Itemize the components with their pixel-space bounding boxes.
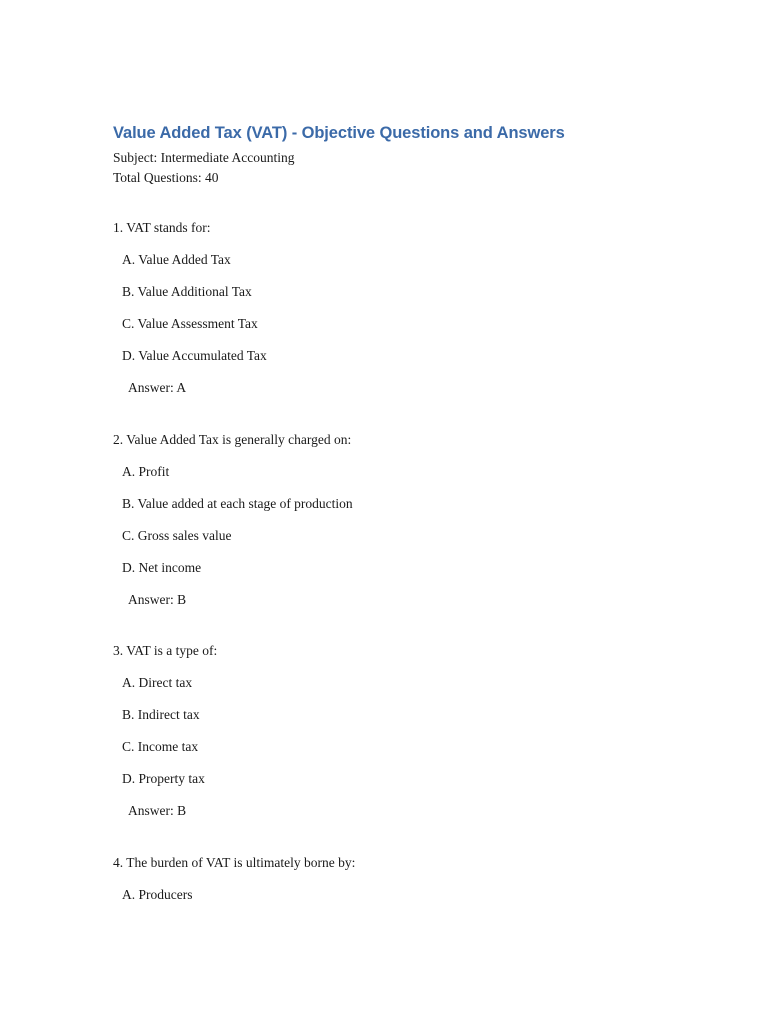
question-2-option-d: D. Net income (122, 560, 202, 575)
question-2-option-b: B. Value added at each stage of production (122, 496, 353, 511)
question-2-option-c: C. Gross sales value (122, 528, 232, 543)
question-1-option-d: D. Value Accumulated Tax (122, 348, 267, 363)
question-3-option-d: D. Property tax (122, 771, 205, 786)
question-3: 3. VAT is a type of: (113, 643, 218, 658)
question-3-answer: Answer: B (128, 803, 187, 818)
question-1-option-a: A. Value Added Tax (122, 252, 231, 267)
document-title: Value Added Tax (VAT) - Objective Questions and Answers (113, 124, 565, 142)
question-1: 1. VAT stands for: (113, 220, 211, 235)
subject-line: Subject: Intermediate Accounting (113, 150, 295, 165)
question-3-option-a: A. Direct tax (122, 675, 193, 690)
question-4-option-a: A. Producers (122, 887, 193, 902)
question-2: 2. Value Added Tax is generally charged on: (113, 432, 352, 447)
question-4: 4. The burden of VAT is ultimately borne by: (113, 855, 356, 870)
question-1-option-c: C. Value Assessment Tax (122, 316, 258, 331)
question-2-option-a: A. Profit (122, 464, 170, 479)
question-1-option-b: B. Value Additional Tax (122, 284, 252, 299)
total-questions-line: Total Questions: 40 (113, 170, 219, 185)
question-3-option-b: B. Indirect tax (122, 707, 200, 722)
question-2-answer: Answer: B (128, 592, 187, 607)
question-3-option-c: C. Income tax (122, 739, 199, 754)
question-1-answer: Answer: A (128, 380, 187, 395)
